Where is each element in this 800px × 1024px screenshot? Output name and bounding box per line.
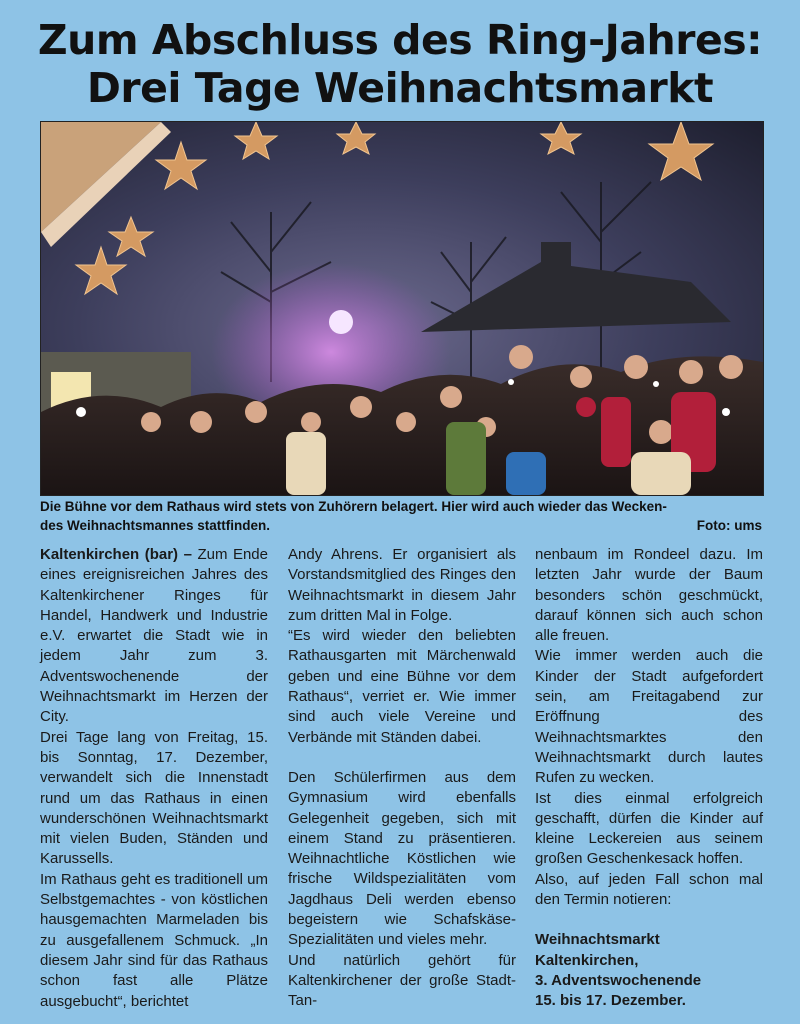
photo-credit: Foto: ums [696,518,762,533]
paragraph: nenbaum im Rondeel dazu. Im letzten Jahr wurde der Baum besonders schön geschmückt, darauf können sich auch schon alle freuen. [535,546,763,645]
article-column-2 [288,545,516,1012]
article-body [0,545,800,1015]
paragraph: “Es wird wieder den beliebten Rathausgarten mit Märchenwald geben und eine Bühne vor dem Rathaus“, verriet er. Wie immer sind auch viele Vereine und Verbände mit Ständen dabei. [288,627,516,746]
paragraph [40,545,268,728]
event-info-title: Weihnachtsmarkt Kaltenkirchen, [535,931,660,969]
caption-line-2-row [40,516,762,535]
paragraph: Und natürlich gehört für Kaltenkirchener der große Stadt-Tan- [288,951,516,1010]
christmas-market-photo [40,121,764,496]
paragraph: Wie immer werden auch die Kinder der Stadt aufgefordert sein, am Freitagabend zur Eröffnung des Weihnachtsmarktes den Weihnachtsmarkt durch lautes Rufen zu wecken. [535,647,763,787]
paragraph-gap [288,748,516,768]
paragraph: Ist dies einmal erfolgreich geschafft, dürfen die Kinder auf kleine Leckereien aus seinem großen Geschenkesack hoffen. [535,789,763,868]
paragraph: Im Rathaus geht es traditionell um Selbstgemachtes - von köstlichen hausgemachten Marmeladen bis zu ausgefallenem Schmuck. „In diesem Jahr sind für das Rathaus schon fast alle Plätze ausgebucht“, berichtet [40,870,268,1010]
article-column-1 [40,545,268,1012]
caption-line-2: des Weihnachtsmannes stattfinden. [40,518,271,533]
headline [0,16,800,112]
event-info-dates: 15. bis 17. Dezember. [535,992,686,1010]
dateline: Kaltenkirchen (bar) – [40,546,192,563]
headline-line-1: Zum Abschluss des Ring-Jahres: [37,16,763,64]
paragraph-gap [535,910,763,930]
christmas-market-crowd-photo-icon [41,122,763,495]
paragraph-text: Zum Ende eines ereignisreichen Jahres des Kaltenkirchener Ringes für Handel, Handwerk und Industrie e.V. erwartet die Stadt wie in jedem Jahr zum 3. Adventswochenende der Weihnachtsmarkt im Herzen der City. [40,546,268,726]
caption-line-1: Die Bühne vor dem Rathaus wird stets von Zuhörern belagert. Hier wird auch wieder das Wecken- [40,499,667,514]
article-column-3 [535,545,763,1012]
event-info-weekend: 3. Adventswochenende [535,971,702,989]
paragraph: Andy Ahrens. Er organisiert als Vorstandsmitglied des Ringes den Weihnachtsmarkt in diesem Jahr zum dritten Mal in Folge. [288,546,516,624]
paragraph: Also, auf jeden Fall schon mal den Termin notieren: [535,870,763,909]
paragraph: Den Schülerfirmen aus dem Gymnasium wird ebenfalls Gelegenheit gegeben, sich mit einem Stand zu präsentieren. Weihnachtliche Köstlichen wie frische Wildspezialitäten vom Jagdhaus Deli werden ebenso begeistern wie Schafskäse-Spezialitäten und vieles mehr. [288,768,516,949]
paragraph: Drei Tage lang von Freitag, 15. bis Sonntag, 17. Dezember, verwandelt sich die Innenstadt rund um das Rathaus in einen wunderschönen Weihnachtsmarkt mit vielen Buden, Ständen und Karussells. [40,728,268,868]
photo-caption [40,497,762,535]
headline-line-2: Drei Tage Weihnachtsmarkt [86,64,714,112]
